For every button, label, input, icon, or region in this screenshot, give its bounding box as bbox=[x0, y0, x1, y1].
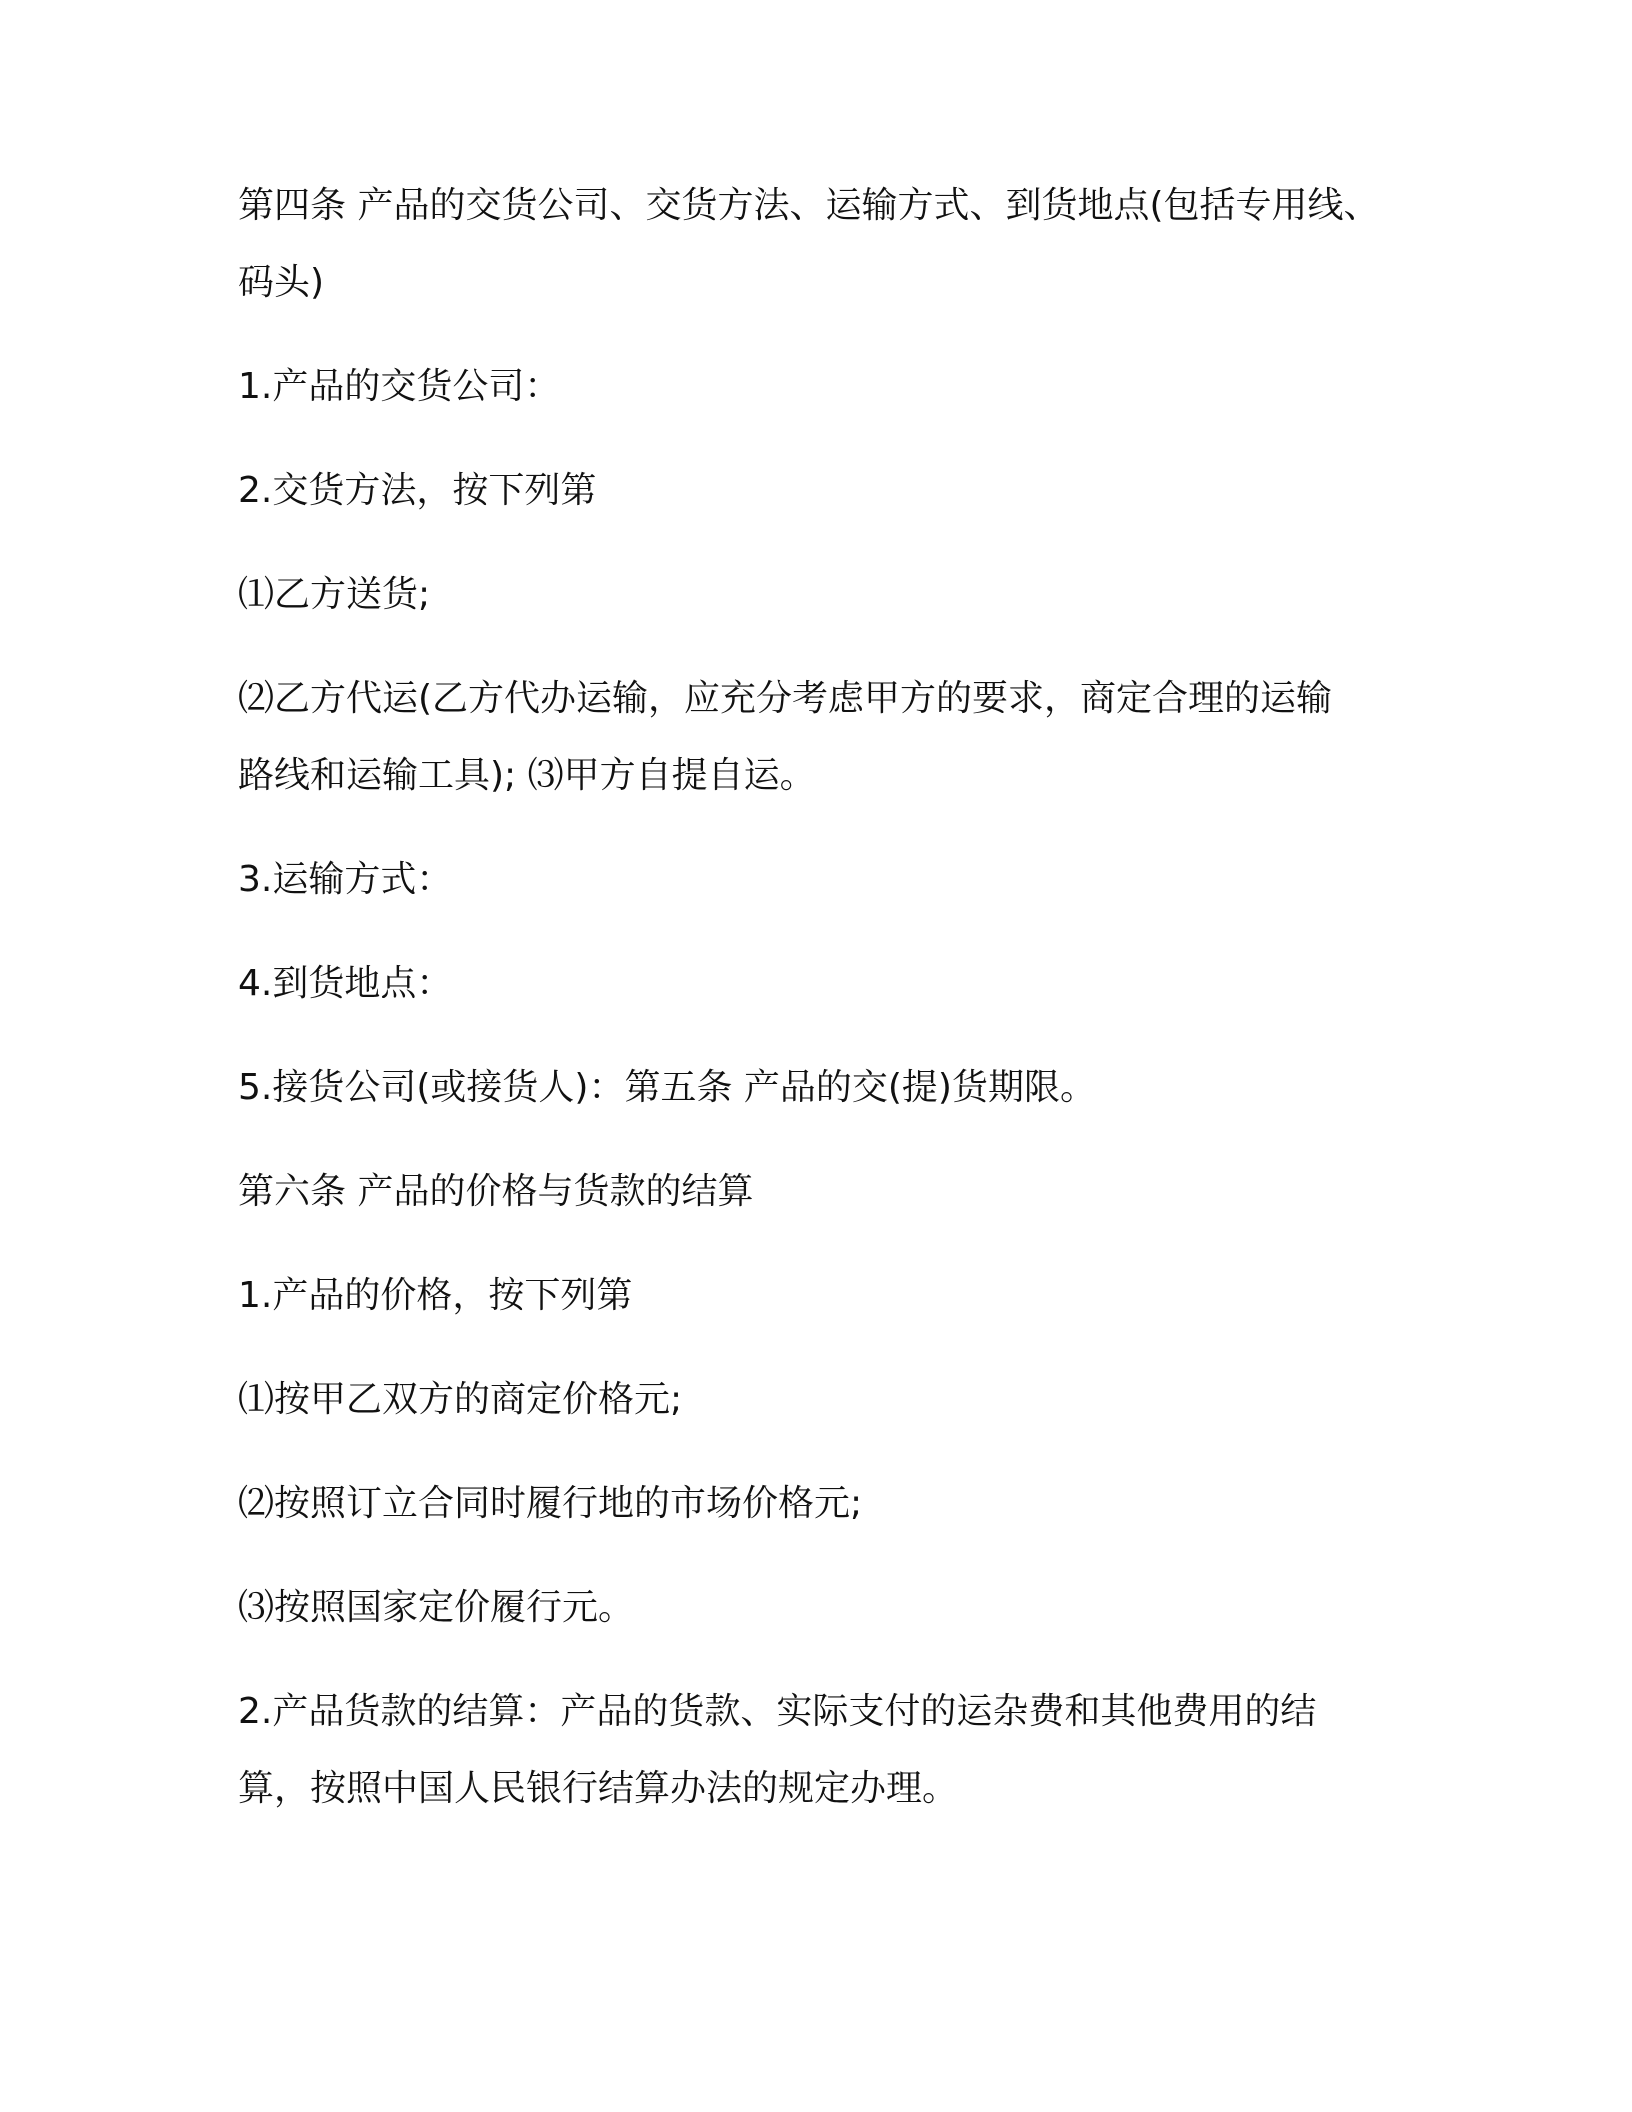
text-line: ⑵按照订立合同时履行地的市场价格元; bbox=[238, 1483, 863, 1524]
option-seller-shipping bbox=[238, 673, 1408, 802]
text-line: 第六条 产品的价格与货款的结算 bbox=[238, 1171, 754, 1212]
document-body bbox=[238, 180, 1408, 1867]
text-line: 4.到货地点： bbox=[238, 963, 453, 1004]
clause-receiver-and-article-5 bbox=[238, 1062, 1408, 1114]
option-seller-delivery bbox=[238, 569, 1408, 621]
text-line: 第四条 产品的交货公司、交货方法、运输方式、到货地点(包括专用线、 bbox=[238, 185, 1380, 226]
clause-arrival-location bbox=[238, 958, 1408, 1010]
option-negotiated-price bbox=[238, 1374, 1408, 1426]
text-line: 3.运输方式： bbox=[238, 859, 453, 900]
clause-payment-settlement bbox=[238, 1686, 1408, 1815]
option-state-price bbox=[238, 1582, 1408, 1634]
article-4-heading bbox=[238, 180, 1408, 309]
text-line: 路线和运输工具); ⑶甲方自提自运。 bbox=[238, 755, 816, 796]
text-line: 2.产品货款的结算：产品的货款、实际支付的运杂费和其他费用的结 bbox=[238, 1691, 1317, 1732]
text-line: ⑴乙方送货; bbox=[238, 574, 431, 615]
text-line: ⑶按照国家定价履行元。 bbox=[238, 1587, 635, 1628]
text-line: 算，按照中国人民银行结算办法的规定办理。 bbox=[238, 1768, 959, 1809]
text-line: ⑴按甲乙双方的商定价格元; bbox=[238, 1379, 683, 1420]
text-line: 5.接货公司(或接货人)：第五条 产品的交(提)货期限。 bbox=[238, 1067, 1096, 1108]
text-line: 码头) bbox=[238, 262, 325, 303]
clause-delivery-company bbox=[238, 361, 1408, 413]
option-market-price bbox=[238, 1478, 1408, 1530]
text-line: 1.产品的交货公司： bbox=[238, 366, 561, 407]
article-6-heading bbox=[238, 1166, 1408, 1218]
clause-product-price bbox=[238, 1270, 1408, 1322]
clause-transport-mode bbox=[238, 854, 1408, 906]
text-line: 1.产品的价格，按下列第 bbox=[238, 1275, 633, 1316]
text-line: 2.交货方法，按下列第 bbox=[238, 470, 597, 511]
clause-delivery-method bbox=[238, 465, 1408, 517]
text-line: ⑵乙方代运(乙方代办运输，应充分考虑甲方的要求，商定合理的运输 bbox=[238, 678, 1333, 719]
